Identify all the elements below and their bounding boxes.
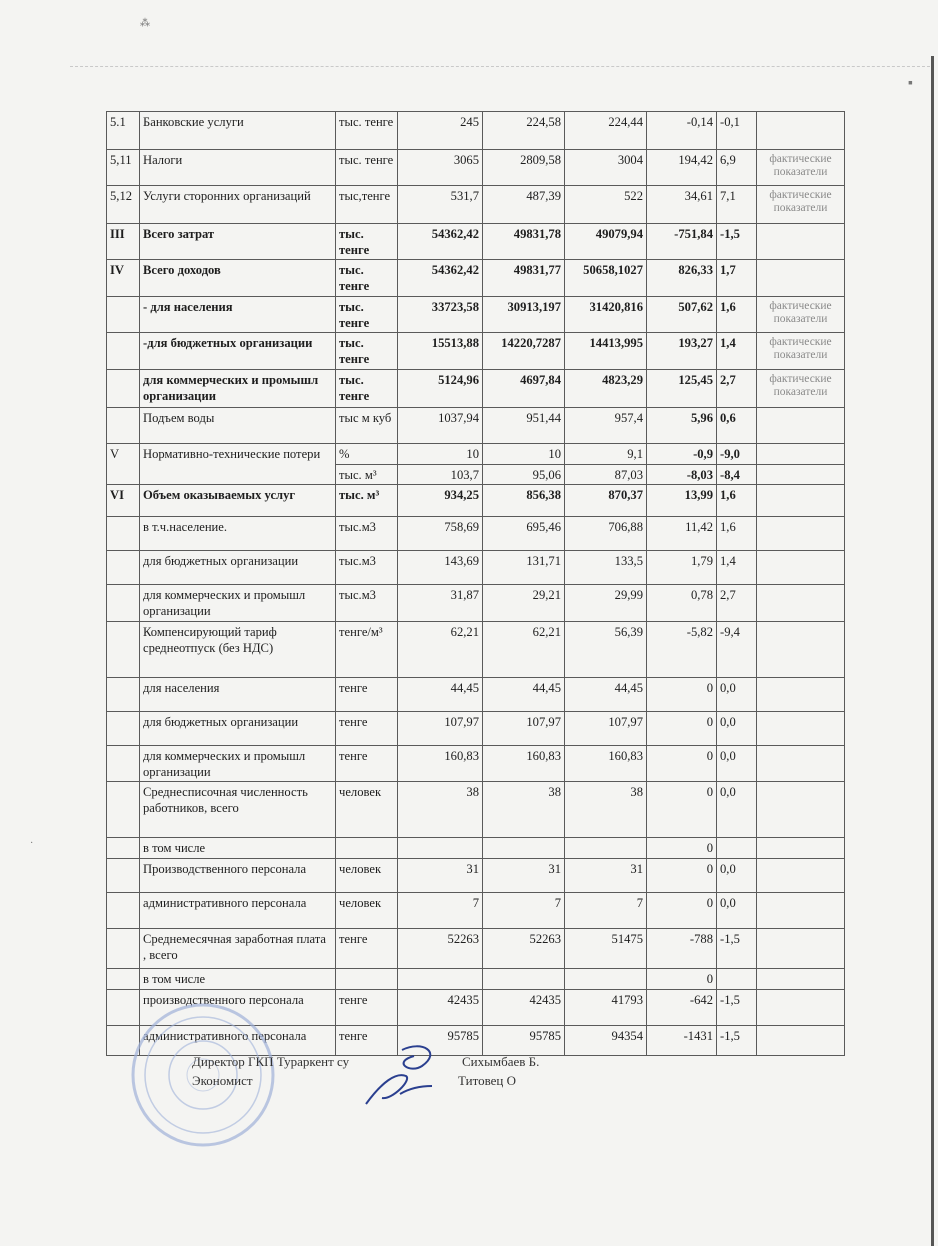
actual-value — [565, 969, 647, 990]
deviation-value: 0 — [647, 711, 717, 745]
economist-title: Экономист — [192, 1073, 253, 1088]
plan-year-value: 103,7 — [398, 464, 483, 485]
deviation-percent: -0,1 — [717, 112, 757, 150]
row-note — [757, 112, 845, 150]
deviation-percent — [717, 838, 757, 859]
row-unit: тыс. тенге — [336, 112, 398, 150]
plan-period-value: 95,06 — [483, 464, 565, 485]
row-name: Компенсирующий тариф среднеотпуск (без НДС) — [140, 621, 336, 677]
actual-value: 870,37 — [565, 485, 647, 517]
plan-period-value: 131,71 — [483, 551, 565, 585]
row-note — [757, 929, 845, 969]
row-note — [757, 838, 845, 859]
plan-period-value: 487,39 — [483, 186, 565, 224]
plan-year-value: 31 — [398, 859, 483, 893]
deviation-percent: 0,0 — [717, 677, 757, 711]
deviation-value: 0 — [647, 677, 717, 711]
deviation-percent: 0,0 — [717, 859, 757, 893]
deviation-value: -642 — [647, 989, 717, 1025]
deviation-percent: 0,0 — [717, 745, 757, 781]
table-row — [107, 838, 845, 859]
row-code: VI — [107, 485, 140, 517]
row-note — [757, 407, 845, 443]
deviation-value: -1431 — [647, 1025, 717, 1055]
plan-year-value: 44,45 — [398, 677, 483, 711]
deviation-percent: -1,5 — [717, 989, 757, 1025]
plan-period-value: 14220,7287 — [483, 333, 565, 369]
deviation-percent: 1,4 — [717, 551, 757, 585]
deviation-percent: 6,9 — [717, 150, 757, 186]
deviation-value: 0 — [647, 782, 717, 838]
actual-value: 133,5 — [565, 551, 647, 585]
plan-year-value: 758,69 — [398, 517, 483, 551]
plan-year-value: 10 — [398, 443, 483, 464]
plan-period-value: 951,44 — [483, 407, 565, 443]
director-title: Директор ГКП Тураркент су — [192, 1054, 350, 1069]
actual-value: 9,1 — [565, 443, 647, 464]
row-name: для коммерческих и промышл организации — [140, 585, 336, 621]
row-unit: тенге/м³ — [336, 621, 398, 677]
signature — [362, 1042, 444, 1108]
plan-period-value: 160,83 — [483, 745, 565, 781]
plan-year-value: 160,83 — [398, 745, 483, 781]
row-code — [107, 969, 140, 990]
deviation-value: -751,84 — [647, 224, 717, 260]
table-row — [107, 369, 845, 407]
row-note — [757, 485, 845, 517]
row-note — [757, 443, 845, 464]
plan-period-value: 49831,77 — [483, 260, 565, 296]
row-note — [757, 969, 845, 990]
row-name: Всего доходов — [140, 260, 336, 296]
row-name: Всего затрат — [140, 224, 336, 260]
row-name: Среднесписочная численность работников, всего — [140, 782, 336, 838]
deviation-value: 0 — [647, 893, 717, 929]
row-note — [757, 782, 845, 838]
deviation-value: 0 — [647, 838, 717, 859]
row-note: фактические показатели — [757, 186, 845, 224]
deviation-value: 13,99 — [647, 485, 717, 517]
actual-value: 3004 — [565, 150, 647, 186]
plan-period-value: 107,97 — [483, 711, 565, 745]
row-note — [757, 893, 845, 929]
row-name: Услуги сторонних организаций — [140, 186, 336, 224]
scan-edge — [931, 56, 934, 1246]
deviation-value: 125,45 — [647, 369, 717, 407]
row-note — [757, 677, 845, 711]
row-code: 5,11 — [107, 150, 140, 186]
plan-year-value: 54362,42 — [398, 224, 483, 260]
deviation-percent: 1,6 — [717, 296, 757, 332]
plan-year-value: 143,69 — [398, 551, 483, 585]
table-row — [107, 551, 845, 585]
deviation-percent: 0,0 — [717, 782, 757, 838]
row-name: административного персонала — [140, 893, 336, 929]
plan-period-value: 44,45 — [483, 677, 565, 711]
deviation-value: 1,79 — [647, 551, 717, 585]
row-unit — [336, 969, 398, 990]
plan-period-value: 38 — [483, 782, 565, 838]
director-name: Сихымбаев Б. — [462, 1054, 540, 1069]
plan-period-value: 52263 — [483, 929, 565, 969]
row-name: для населения — [140, 677, 336, 711]
deviation-percent: 0,0 — [717, 893, 757, 929]
row-code — [107, 296, 140, 332]
table-row — [107, 969, 845, 990]
actual-value: 224,44 — [565, 112, 647, 150]
row-unit: тыс. тенге — [336, 150, 398, 186]
row-unit: человек — [336, 893, 398, 929]
plan-year-value: 934,25 — [398, 485, 483, 517]
row-note — [757, 1025, 845, 1055]
table-row — [107, 711, 845, 745]
row-unit: тыс,тенге — [336, 186, 398, 224]
row-unit: тенге — [336, 1025, 398, 1055]
row-code — [107, 893, 140, 929]
scan-speck: ⁂ — [140, 18, 150, 29]
deviation-percent — [717, 969, 757, 990]
deviation-value: 11,42 — [647, 517, 717, 551]
deviation-percent: 1,7 — [717, 260, 757, 296]
actual-value: 44,45 — [565, 677, 647, 711]
deviation-percent: -9,4 — [717, 621, 757, 677]
row-unit: тыс. тенге — [336, 260, 398, 296]
row-unit: человек — [336, 859, 398, 893]
row-unit: тенге — [336, 677, 398, 711]
actual-value: 160,83 — [565, 745, 647, 781]
deviation-percent: -1,5 — [717, 224, 757, 260]
plan-year-value: 52263 — [398, 929, 483, 969]
deviation-value: -5,82 — [647, 621, 717, 677]
row-code: V — [107, 443, 140, 484]
row-code: III — [107, 224, 140, 260]
deviation-percent: 1,6 — [717, 517, 757, 551]
row-unit: тыс. м³ — [336, 485, 398, 517]
row-note — [757, 464, 845, 485]
row-code — [107, 782, 140, 838]
deviation-value: 507,62 — [647, 296, 717, 332]
table-row — [107, 407, 845, 443]
table-row — [107, 260, 845, 296]
row-name: Среднемесячная заработная плата , всего — [140, 929, 336, 969]
row-code — [107, 551, 140, 585]
plan-period-value: 62,21 — [483, 621, 565, 677]
deviation-percent: -1,5 — [717, 929, 757, 969]
row-name: Подъем воды — [140, 407, 336, 443]
row-code: 5.1 — [107, 112, 140, 150]
plan-period-value: 49831,78 — [483, 224, 565, 260]
row-name: для коммерческих и промышл организации — [140, 369, 336, 407]
row-code — [107, 745, 140, 781]
actual-value: 29,99 — [565, 585, 647, 621]
row-code — [107, 929, 140, 969]
row-note — [757, 585, 845, 621]
deviation-percent: 7,1 — [717, 186, 757, 224]
deviation-percent: 1,4 — [717, 333, 757, 369]
deviation-percent: 2,7 — [717, 585, 757, 621]
row-unit: тыс.м3 — [336, 551, 398, 585]
row-name: - для населения — [140, 296, 336, 332]
plan-period-value: 95785 — [483, 1025, 565, 1055]
row-code — [107, 585, 140, 621]
scan-speck: ▪ — [908, 76, 913, 91]
actual-value: 94354 — [565, 1025, 647, 1055]
deviation-percent: 2,7 — [717, 369, 757, 407]
row-code — [107, 838, 140, 859]
row-name: Налоги — [140, 150, 336, 186]
deviation-percent: -9,0 — [717, 443, 757, 464]
row-note: фактические показатели — [757, 150, 845, 186]
deviation-value: 0 — [647, 969, 717, 990]
plan-year-value: 15513,88 — [398, 333, 483, 369]
deviation-value: 826,33 — [647, 260, 717, 296]
plan-period-value: 31 — [483, 859, 565, 893]
row-code — [107, 407, 140, 443]
page-edge-line — [70, 66, 930, 67]
plan-period-value: 30913,197 — [483, 296, 565, 332]
actual-value: 957,4 — [565, 407, 647, 443]
report-table — [106, 111, 845, 1056]
plan-period-value: 695,46 — [483, 517, 565, 551]
table-row — [107, 677, 845, 711]
row-unit: человек — [336, 782, 398, 838]
table-row — [107, 893, 845, 929]
row-unit: тыс. м³ — [336, 464, 398, 485]
row-name: в том числе — [140, 969, 336, 990]
actual-value: 107,97 — [565, 711, 647, 745]
row-code — [107, 711, 140, 745]
plan-period-value: 2809,58 — [483, 150, 565, 186]
row-unit: тыс. тенге — [336, 224, 398, 260]
actual-value: 38 — [565, 782, 647, 838]
plan-year-value: 7 — [398, 893, 483, 929]
plan-year-value: 33723,58 — [398, 296, 483, 332]
actual-value: 706,88 — [565, 517, 647, 551]
row-unit: тыс. тенге — [336, 369, 398, 407]
actual-value: 51475 — [565, 929, 647, 969]
plan-year-value: 38 — [398, 782, 483, 838]
deviation-value: -0,14 — [647, 112, 717, 150]
row-name: Объем оказываемых услуг — [140, 485, 336, 517]
row-code — [107, 369, 140, 407]
plan-period-value: 29,21 — [483, 585, 565, 621]
plan-period-value: 856,38 — [483, 485, 565, 517]
row-code: 5,12 — [107, 186, 140, 224]
plan-year-value: 42435 — [398, 989, 483, 1025]
deviation-percent: -8,4 — [717, 464, 757, 485]
row-unit — [336, 838, 398, 859]
table-row — [107, 112, 845, 150]
actual-value: 31 — [565, 859, 647, 893]
row-code — [107, 517, 140, 551]
deviation-value: 194,42 — [647, 150, 717, 186]
row-name: Нормативно-технические потери — [140, 443, 336, 484]
plan-year-value: 3065 — [398, 150, 483, 186]
row-name: в т.ч.население. — [140, 517, 336, 551]
row-note — [757, 711, 845, 745]
actual-value: 41793 — [565, 989, 647, 1025]
report-table-body — [107, 112, 845, 1056]
row-code — [107, 621, 140, 677]
table-row — [107, 296, 845, 332]
plan-year-value — [398, 969, 483, 990]
row-name: -для бюджетных организации — [140, 333, 336, 369]
scan-speck: · — [30, 838, 34, 849]
table-row — [107, 929, 845, 969]
deviation-value: 5,96 — [647, 407, 717, 443]
deviation-value: -788 — [647, 929, 717, 969]
row-unit: тенге — [336, 929, 398, 969]
table-row — [107, 443, 845, 464]
row-code — [107, 333, 140, 369]
actual-value: 87,03 — [565, 464, 647, 485]
table-row — [107, 150, 845, 186]
row-unit: тенге — [336, 711, 398, 745]
plan-year-value: 31,87 — [398, 585, 483, 621]
deviation-percent: 1,6 — [717, 485, 757, 517]
row-name: для бюджетных организации — [140, 711, 336, 745]
plan-period-value: 42435 — [483, 989, 565, 1025]
plan-year-value: 62,21 — [398, 621, 483, 677]
deviation-percent: 0,6 — [717, 407, 757, 443]
row-name: административного персонала — [140, 1025, 336, 1055]
table-row — [107, 585, 845, 621]
row-unit: тенге — [336, 989, 398, 1025]
table-row — [107, 621, 845, 677]
actual-value: 50658,1027 — [565, 260, 647, 296]
table-row — [107, 517, 845, 551]
plan-year-value: 95785 — [398, 1025, 483, 1055]
row-note: фактические показатели — [757, 333, 845, 369]
row-note: фактические показатели — [757, 369, 845, 407]
table-row — [107, 859, 845, 893]
row-note — [757, 859, 845, 893]
plan-year-value: 531,7 — [398, 186, 483, 224]
row-name: для бюджетных организации — [140, 551, 336, 585]
deviation-value: 193,27 — [647, 333, 717, 369]
actual-value: 31420,816 — [565, 296, 647, 332]
row-note — [757, 989, 845, 1025]
plan-period-value: 10 — [483, 443, 565, 464]
actual-value: 4823,29 — [565, 369, 647, 407]
row-unit: тенге — [336, 745, 398, 781]
row-unit: % — [336, 443, 398, 464]
row-note — [757, 551, 845, 585]
row-name: в том числе — [140, 838, 336, 859]
row-name: производственного персонала — [140, 989, 336, 1025]
table-row — [107, 782, 845, 838]
table-row — [107, 186, 845, 224]
row-note — [757, 621, 845, 677]
plan-period-value — [483, 838, 565, 859]
actual-value — [565, 838, 647, 859]
economist-name: Титовец О — [458, 1073, 517, 1088]
deviation-value: 0,78 — [647, 585, 717, 621]
deviation-percent: 0,0 — [717, 711, 757, 745]
plan-period-value: 224,58 — [483, 112, 565, 150]
plan-year-value: 1037,94 — [398, 407, 483, 443]
deviation-value: 0 — [647, 859, 717, 893]
row-unit: тыс. тенге — [336, 333, 398, 369]
table-row — [107, 333, 845, 369]
deviation-percent: -1,5 — [717, 1025, 757, 1055]
row-code — [107, 677, 140, 711]
row-note — [757, 224, 845, 260]
deviation-value: 34,61 — [647, 186, 717, 224]
deviation-value: -8,03 — [647, 464, 717, 485]
actual-value: 7 — [565, 893, 647, 929]
actual-value: 49079,94 — [565, 224, 647, 260]
row-unit: тыс.м3 — [336, 517, 398, 551]
row-unit: тыс. тенге — [336, 296, 398, 332]
row-name: Производственного персонала — [140, 859, 336, 893]
deviation-value: -0,9 — [647, 443, 717, 464]
row-name: Банковские услуги — [140, 112, 336, 150]
plan-year-value: 107,97 — [398, 711, 483, 745]
table-row — [107, 485, 845, 517]
row-unit: тыс.м3 — [336, 585, 398, 621]
actual-value: 522 — [565, 186, 647, 224]
table-row — [107, 224, 845, 260]
row-note — [757, 745, 845, 781]
plan-year-value: 5124,96 — [398, 369, 483, 407]
table-row — [107, 745, 845, 781]
plan-year-value: 245 — [398, 112, 483, 150]
plan-period-value: 7 — [483, 893, 565, 929]
row-note — [757, 260, 845, 296]
row-code: IV — [107, 260, 140, 296]
row-note — [757, 517, 845, 551]
row-unit: тыс м куб — [336, 407, 398, 443]
plan-period-value — [483, 969, 565, 990]
plan-year-value: 54362,42 — [398, 260, 483, 296]
plan-period-value: 4697,84 — [483, 369, 565, 407]
actual-value: 14413,995 — [565, 333, 647, 369]
row-name: для коммерческих и промышл организации — [140, 745, 336, 781]
plan-year-value — [398, 838, 483, 859]
deviation-value: 0 — [647, 745, 717, 781]
row-note: фактические показатели — [757, 296, 845, 332]
row-code — [107, 859, 140, 893]
actual-value: 56,39 — [565, 621, 647, 677]
